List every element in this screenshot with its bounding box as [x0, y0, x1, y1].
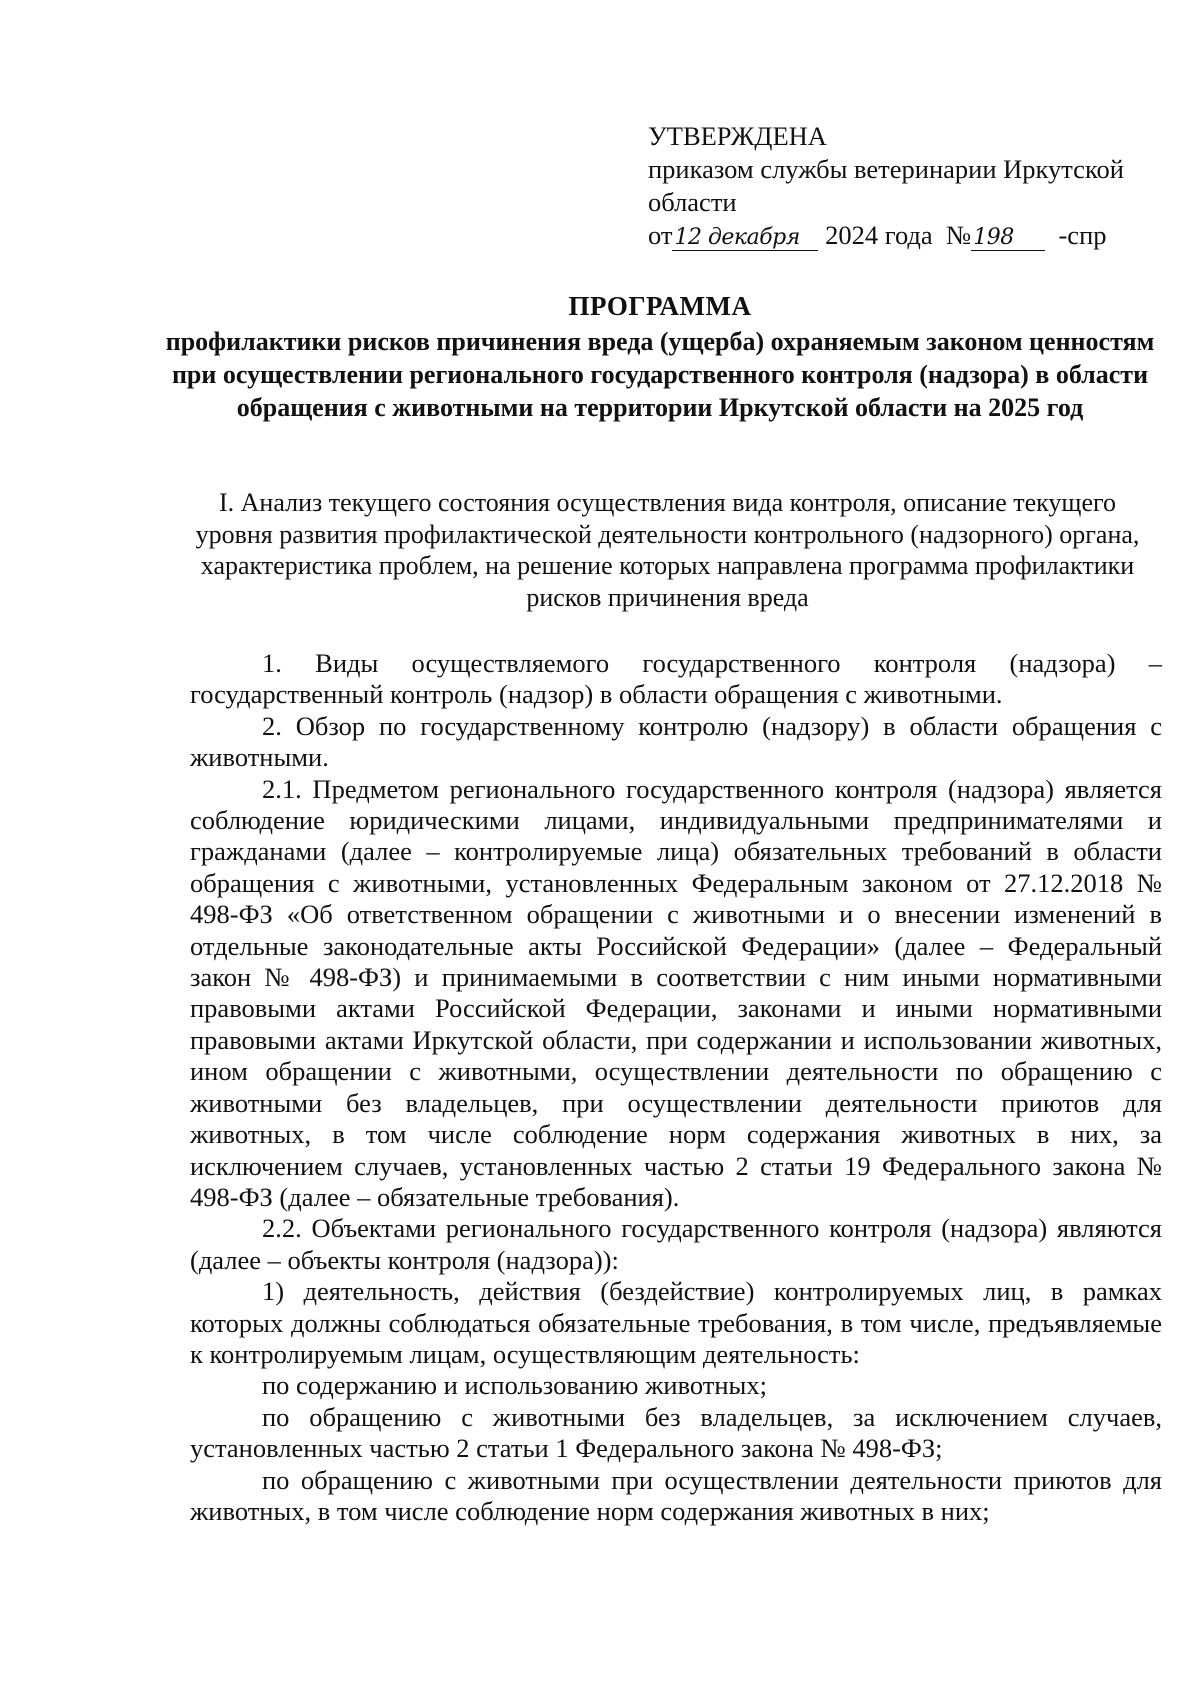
program-title: ПРОГРАММА	[568, 291, 752, 321]
approval-region-line: области	[648, 187, 737, 217]
handwritten-number: 198	[971, 226, 1045, 251]
body-text	[190, 648, 1162, 1527]
paragraph: 1) деятельность, действия (бездействие) контролируемых лиц, в рамках которых должны соблюдаться обязательные требования, в том числе, предъявляемые к контролируемым лицам, осуществляющим деятельность:	[190, 1276, 1162, 1369]
approval-date-prefix: от	[648, 220, 673, 250]
order-suffix: -спр	[1058, 220, 1107, 250]
section-heading: I. Анализ текущего состояния осуществления вида контроля, описание текущего уровня развития профилактической деятельности контрольного (надзорного) органа, характеристика проблем, на решение которых направлена программа профилактики рисков причинения вреда	[195, 488, 1140, 612]
program-subtitle: профилактики рисков причинения вреда (ущерба) охраняемым законом ценностям при осуществлении регионального государственного контроля (надзора) в области обращения с животными на территории Иркутской области на 2025 год	[165, 327, 1155, 422]
number-sign: №	[945, 220, 972, 250]
paragraph: по обращению с животными при осуществлении деятельности приютов для животных, в том числе соблюдение норм содержания животных в них;	[190, 1464, 1162, 1526]
approval-year: 2024 года	[825, 220, 933, 250]
paragraph: 2. Обзор по государственному контролю (надзору) в области обращения с животными.	[190, 710, 1162, 773]
approval-stamp-block	[648, 120, 1148, 252]
paragraph: по содержанию и использованию животных;	[262, 1370, 767, 1401]
paragraph: по обращению с животными без владельцев, за исключением случаев, установленных частью 2 статьи 1 Федерального закона № 498-ФЗ;	[190, 1401, 1162, 1464]
approval-order-line: приказом службы ветеринарии Иркутской	[648, 154, 1124, 184]
paragraph: 2.2. Объектами регионального государственного контроля (надзора) являются (далее – объекты контроля (надзора)):	[190, 1213, 1162, 1275]
approval-date-line	[648, 219, 1148, 252]
program-title-block	[150, 290, 1170, 424]
paragraph: 2.1. Предметом регионального государственного контроля (надзора) является соблюдение юридическими лицами, индивидуальными предпринимателями и гражданами (далее – контролируемые лица) обязательных требований в области обращения с животными, установленных Федеральным законом от 27.12.2018 № 498-ФЗ «Об ответственном обращении с животными и о внесении изменений в отдельные законодательные акты Российской Федерации» (далее – Федеральный закон № 498-ФЗ) и принимаемыми в соответствии с ним иными нормативными правовыми актами Российской Федерации, законами и иными нормативными правовыми актами Иркутской области, при содержании и использовании животных, ином обращении с животными, осуществлении деятельности по обращению с животными без владельцев, при осуществлении деятельности приютов для животных, в том числе соблюдение норм содержания животных в них, за исключением случаев, установленных частью 2 статьи 19 Федерального закона № 498-ФЗ (далее – обязательные требования).	[190, 773, 1162, 1212]
paragraph: 1. Виды осуществляемого государственного контроля (надзора) – государственный контроль (надзор) в области обращения с животными.	[190, 648, 1162, 710]
handwritten-date: 12 декабря	[672, 226, 818, 251]
approval-title: УТВЕРЖДЕНА	[648, 121, 827, 151]
